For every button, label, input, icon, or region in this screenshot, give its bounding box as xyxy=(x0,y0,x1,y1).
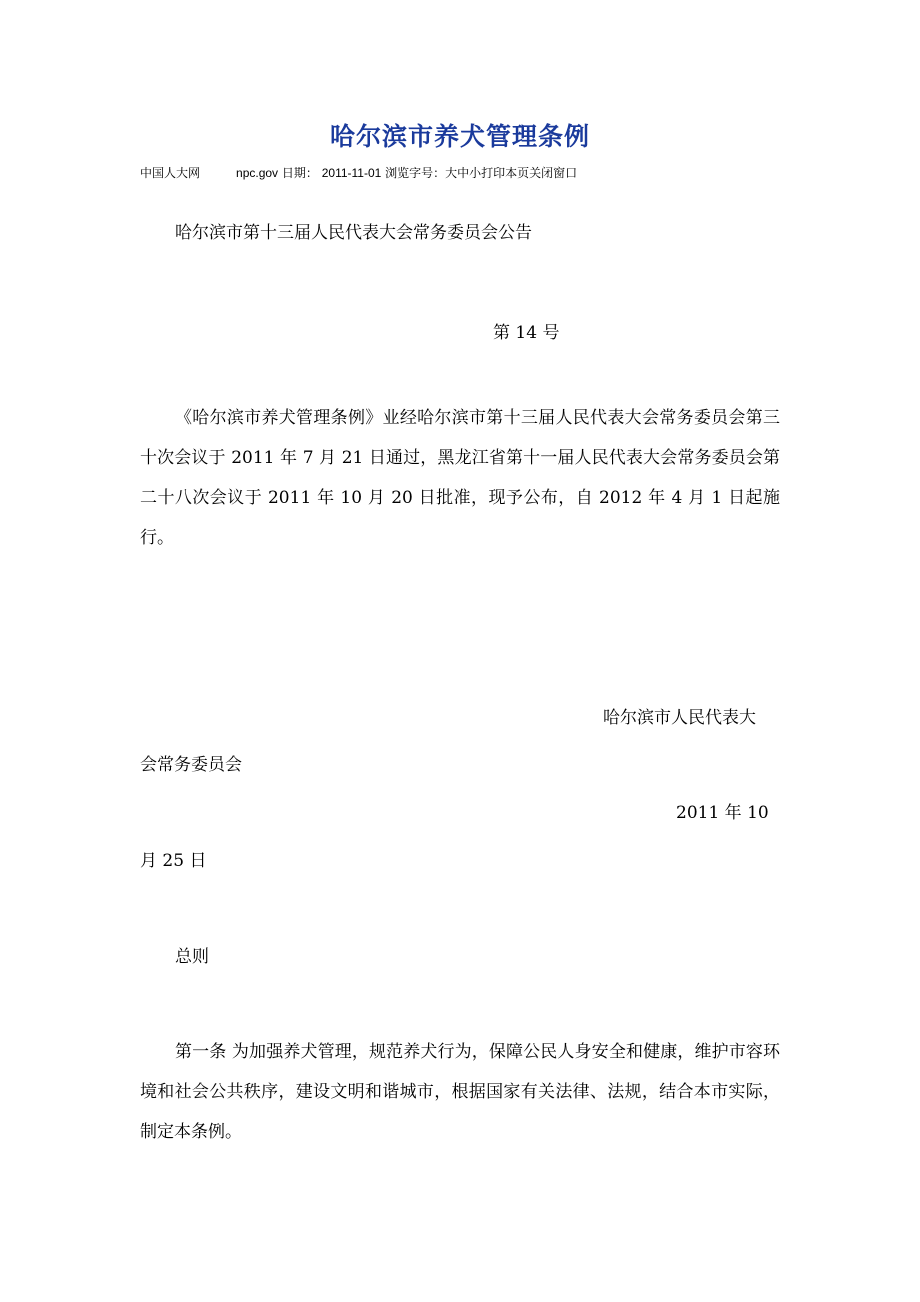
date-value: 2011-11-01 xyxy=(321,166,382,180)
announcement-number: 第 14 号 xyxy=(493,323,560,343)
article-1: 第一条 为加强养犬管理，规范养犬行为，保障公民人身安全和健康，维护市容环境和社会公共秩序，建设文明和谐城市，根据国家有关法律、法规，结合本市实际，制定本条例。 xyxy=(140,1042,780,1142)
page-tools: 浏览字号：大中小打印本页关闭窗口 xyxy=(385,166,578,180)
document-title: 哈尔滨市养犬管理条例 xyxy=(329,122,590,151)
signature-line2: 会常务委员会 xyxy=(140,755,242,775)
signature-date-line1: 2011 年 10 xyxy=(676,803,769,823)
source-label: 中国人大网 xyxy=(140,166,201,180)
site-label: npc.gov xyxy=(236,166,279,180)
meta-line xyxy=(140,164,577,181)
announcement-body: 《哈尔滨市养犬管理条例》业经哈尔滨市第十三届人民代表大会常务委员会第三十次会议于 2011 年 7 月 21 日通过，黑龙江省第十一届人民代表大会常务委员会第二十八次会议于 2011 年 10 月 20 日批准，现予公布，自 2012 年 4 月 1 日起施行。 xyxy=(140,408,780,548)
date-label: 日期： xyxy=(281,166,318,180)
signature-date-line2: 月 25 日 xyxy=(140,851,207,871)
announcement-heading: 哈尔滨市第十三届人民代表大会常务委员会公告 xyxy=(175,223,532,243)
chapter-heading: 总则 xyxy=(175,947,209,967)
signature-line1: 哈尔滨市人民代表大 xyxy=(603,708,756,728)
